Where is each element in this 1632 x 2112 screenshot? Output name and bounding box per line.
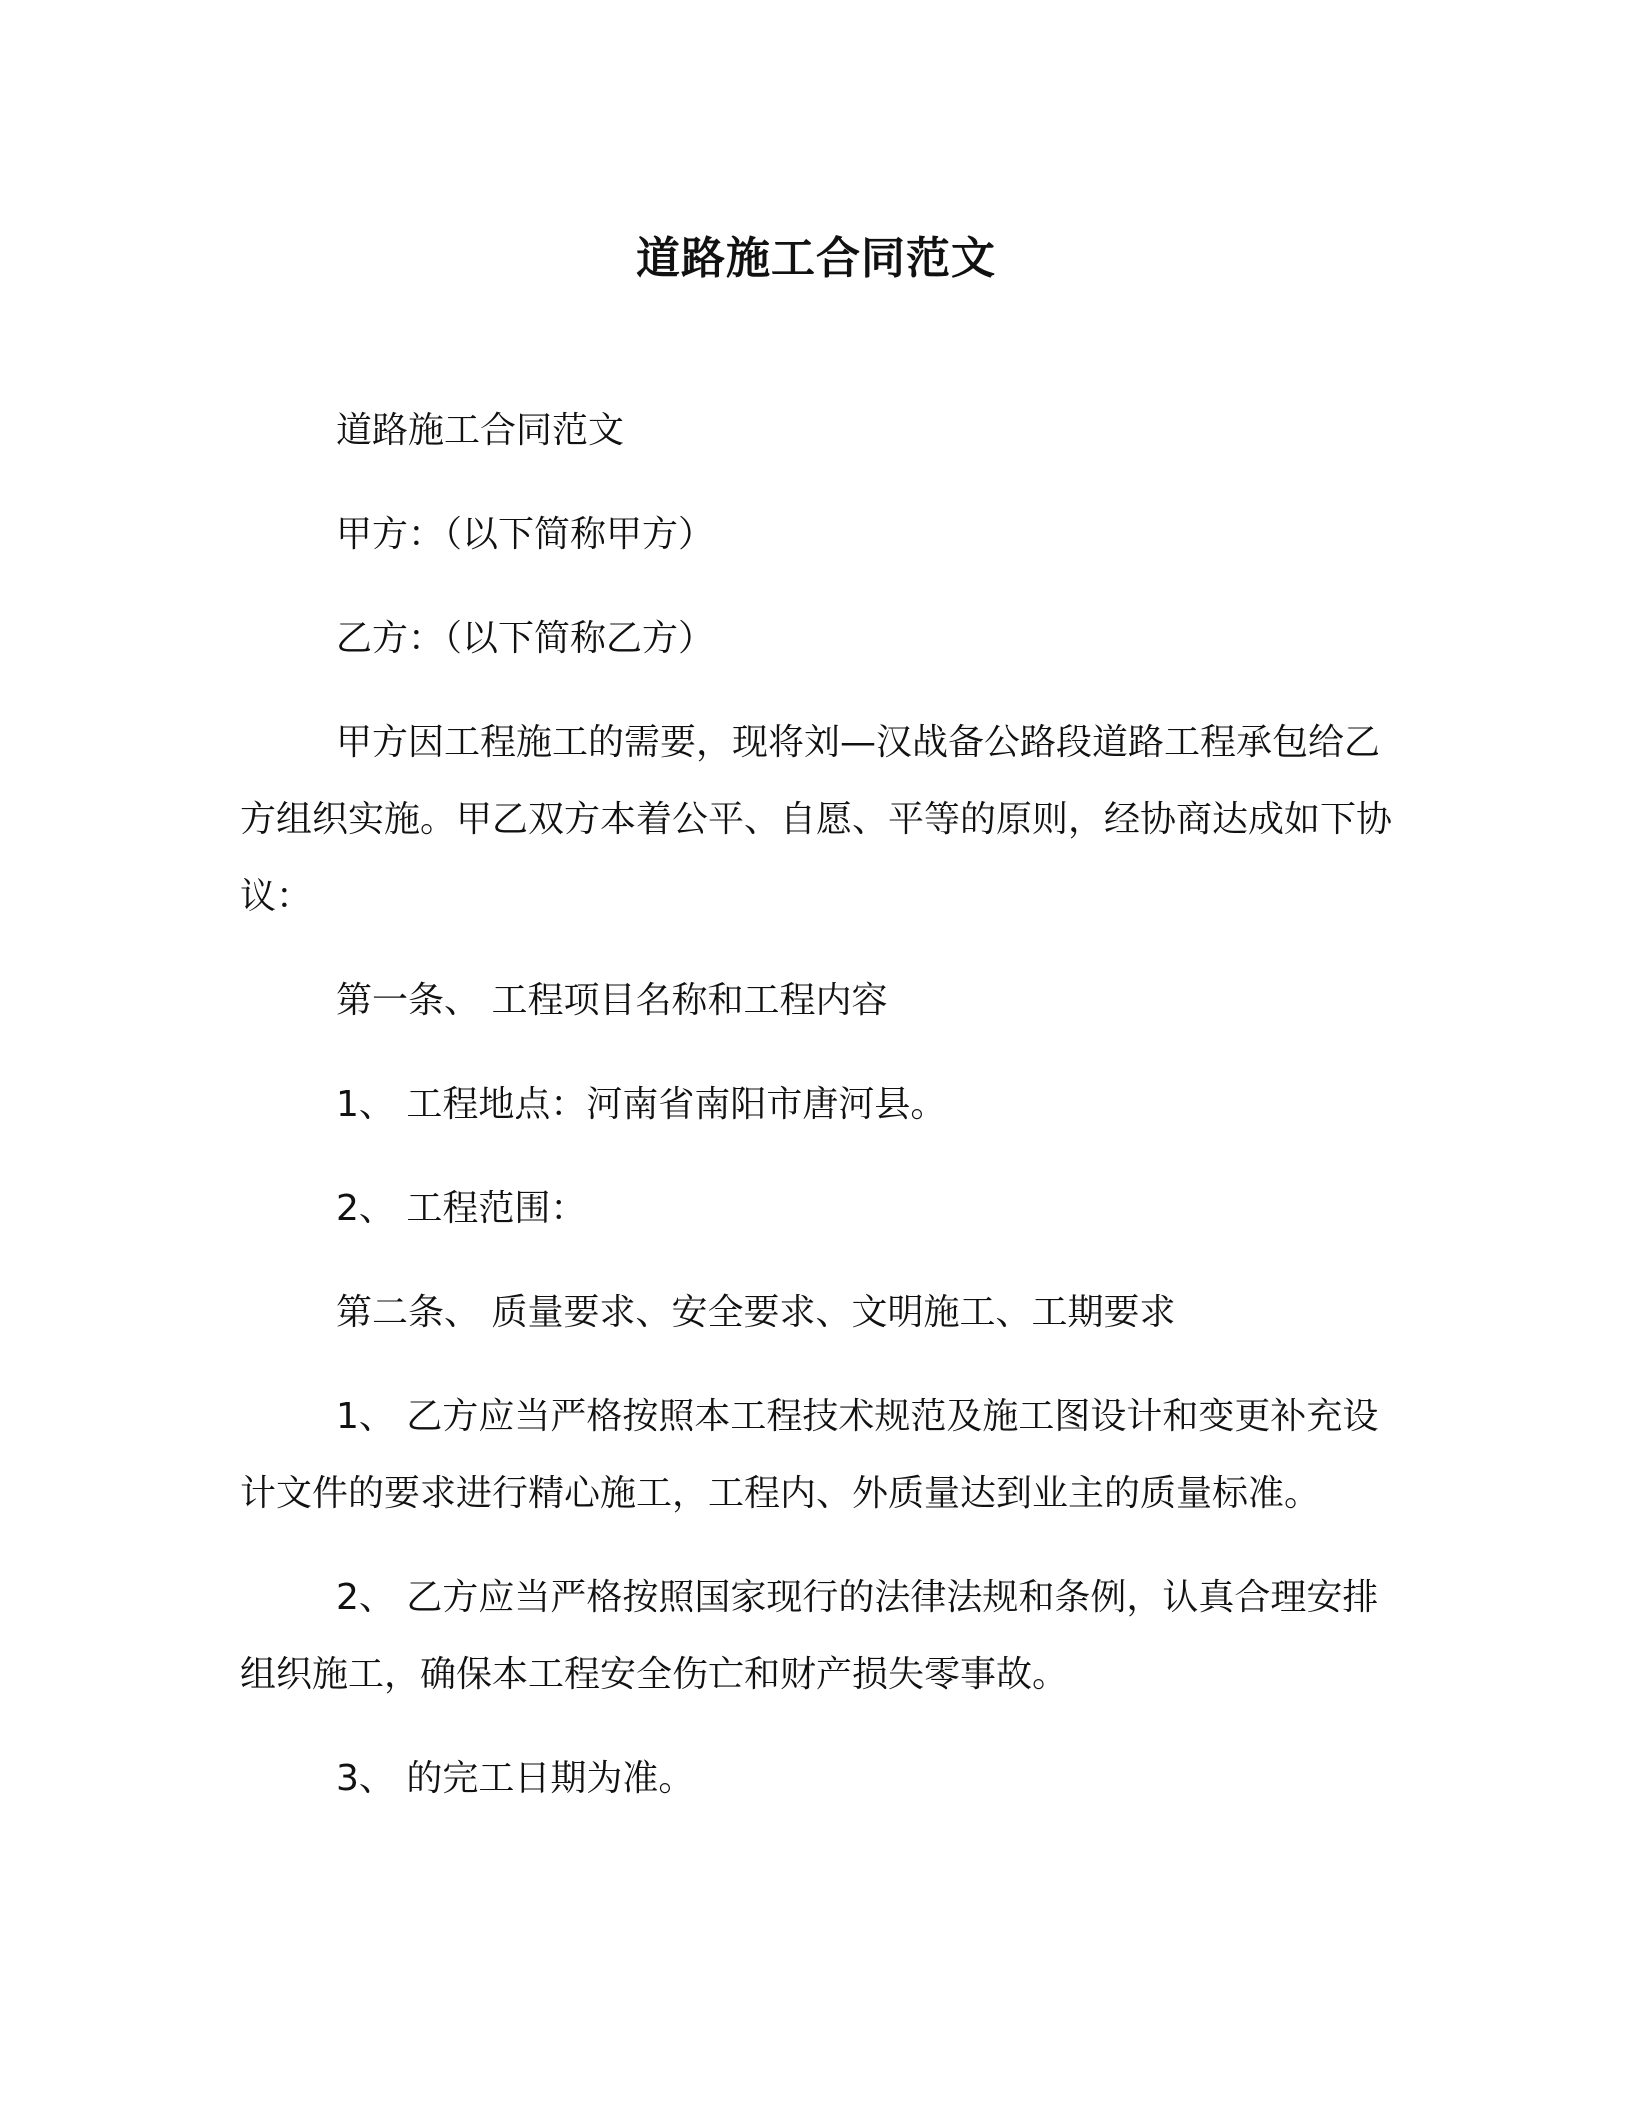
- paragraph-heading: 道路施工合同范文: [336, 410, 625, 451]
- paragraph-completion: 3、 的完工日期为准。: [336, 1758, 695, 1799]
- paragraph-quality: 1、 乙方应当严格按照本工程技术规范及施工图设计和变更补充设计文件的要求进行精心施工，工程内、外质量达到业主的质量标准。: [240, 1396, 1379, 1514]
- paragraph-party-b: 乙方：（以下简称乙方）: [336, 618, 715, 659]
- paragraph-article-1: 第一条、 工程项目名称和工程内容: [336, 980, 888, 1021]
- paragraph-party-a: 甲方：（以下简称甲方）: [336, 514, 715, 555]
- document-title: 道路施工合同范文: [636, 233, 996, 284]
- paragraph-article-2: 第二条、 质量要求、安全要求、文明施工、工期要求: [336, 1292, 1176, 1333]
- paragraph-scope: 2、 工程范围：: [336, 1188, 587, 1229]
- paragraph-intro: 甲方因工程施工的需要，现将刘—汉战备公路段道路工程承包给乙方组织实施。甲乙双方本着公平、自愿、平等的原则，经协商达成如下协议：: [240, 722, 1393, 917]
- paragraph-location: 1、 工程地点：河南省南阳市唐河县。: [336, 1084, 947, 1125]
- paragraph-safety: 2、 乙方应当严格按照国家现行的法律法规和条例，认真合理安排组织施工，确保本工程安全伤亡和财产损失零事故。: [240, 1577, 1379, 1695]
- document-body: [240, 392, 1400, 1844]
